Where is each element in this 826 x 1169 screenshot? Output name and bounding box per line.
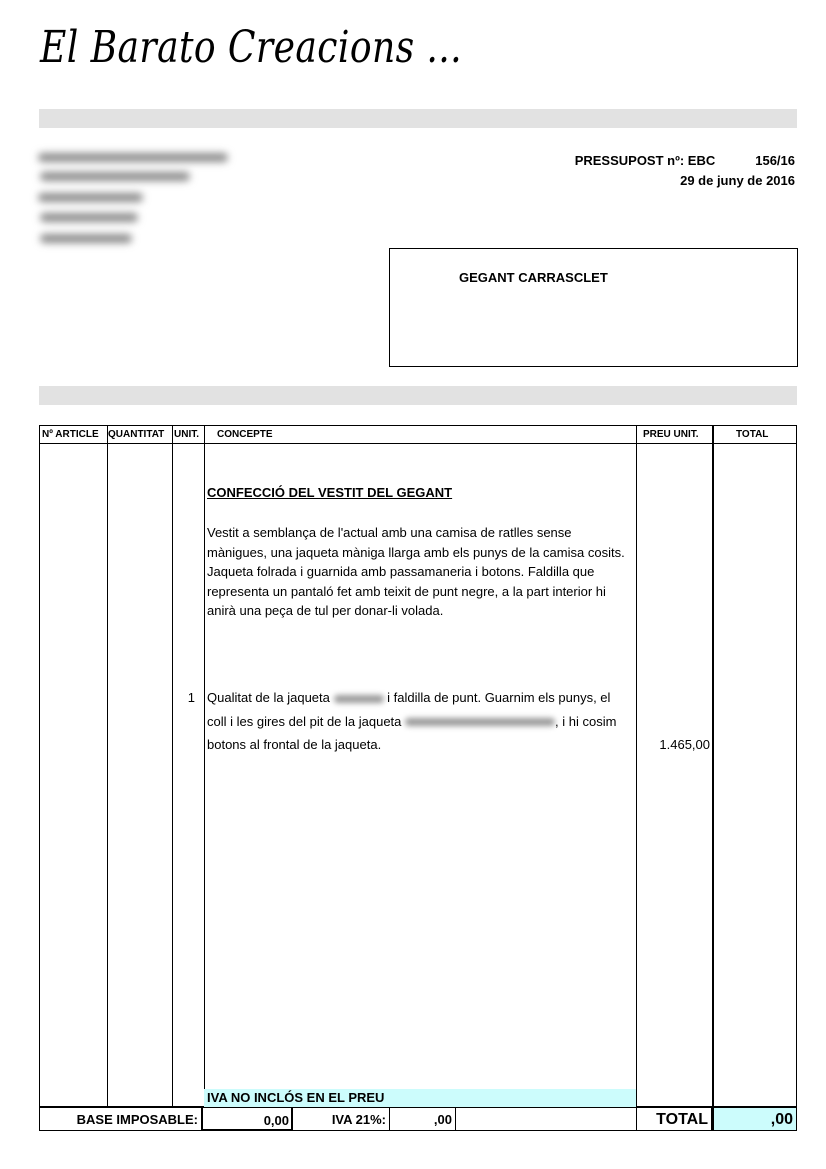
document-info — [575, 151, 795, 191]
item-unit-price: 1.465,00 — [659, 737, 710, 752]
header-separator — [40, 443, 796, 444]
iva-note: IVA NO INCLÓS EN EL PREU — [204, 1089, 636, 1107]
header-unit-price: PREU UNIT. — [643, 429, 699, 440]
header-total: TOTAL — [736, 429, 769, 440]
column-divider — [636, 426, 637, 1106]
redacted-text — [405, 718, 555, 726]
client-name: GEGANT CARRASCLET — [459, 270, 608, 285]
section-divider — [39, 386, 797, 405]
redacted-text — [334, 695, 384, 703]
total-label: TOTAL — [636, 1107, 713, 1131]
header-divider — [39, 109, 797, 128]
total-value: ,00 — [713, 1107, 797, 1131]
company-logo: El Barato Creacions ... — [40, 22, 463, 73]
document-number: 156/16 — [755, 153, 795, 168]
concept-title: CONFECCIÓ DEL VESTIT DEL GEGANT — [207, 485, 453, 500]
item-text-3: , i hi cosim botons al frontal de la jaqueta. — [207, 713, 617, 752]
header-concept: CONCEPTE — [217, 429, 273, 440]
item-text-2: i faldilla de punt. Guarnim els punys, el coll i les gires del pit de la jaqueta — [207, 690, 611, 729]
client-box — [389, 248, 798, 367]
redacted-address — [36, 150, 236, 250]
footer-spacer — [456, 1107, 636, 1131]
base-value: 0,00 — [203, 1107, 293, 1131]
item-quantity: 1 — [187, 690, 195, 705]
iva-value: ,00 — [389, 1107, 456, 1131]
base-label: BASE IMPOSABLE: — [39, 1107, 203, 1131]
items-table — [39, 425, 797, 1107]
document-date: 29 de juny de 2016 — [680, 173, 795, 188]
concept-description: Vestit a semblança de l'actual amb una camisa de ratlles sense mànigues, una jaqueta màniga llarga amb els punys de la camisa cosits. Jaqueta folrada i guarnida amb passamaneria i botons. Faldilla que representa un pantaló fet amb teixit de punt negre, a la part interior hi anirà una peça de tul per donar-li volada. — [207, 525, 625, 618]
item-description — [207, 686, 632, 757]
column-divider — [204, 426, 205, 1106]
document-label: PRESSUPOST nº: EBC — [574, 153, 716, 168]
item-text-1: Qualitat de la jaqueta — [207, 690, 330, 705]
iva-label: IVA 21%: — [293, 1107, 389, 1131]
totals-row — [39, 1107, 797, 1131]
column-divider — [107, 426, 108, 1106]
column-divider — [172, 426, 173, 1106]
header-quantity: QUANTITAT — [108, 429, 165, 440]
column-divider — [712, 426, 714, 1106]
header-article: Nº ARTICLE — [42, 429, 99, 440]
header-unit: UNIT. — [174, 429, 199, 440]
